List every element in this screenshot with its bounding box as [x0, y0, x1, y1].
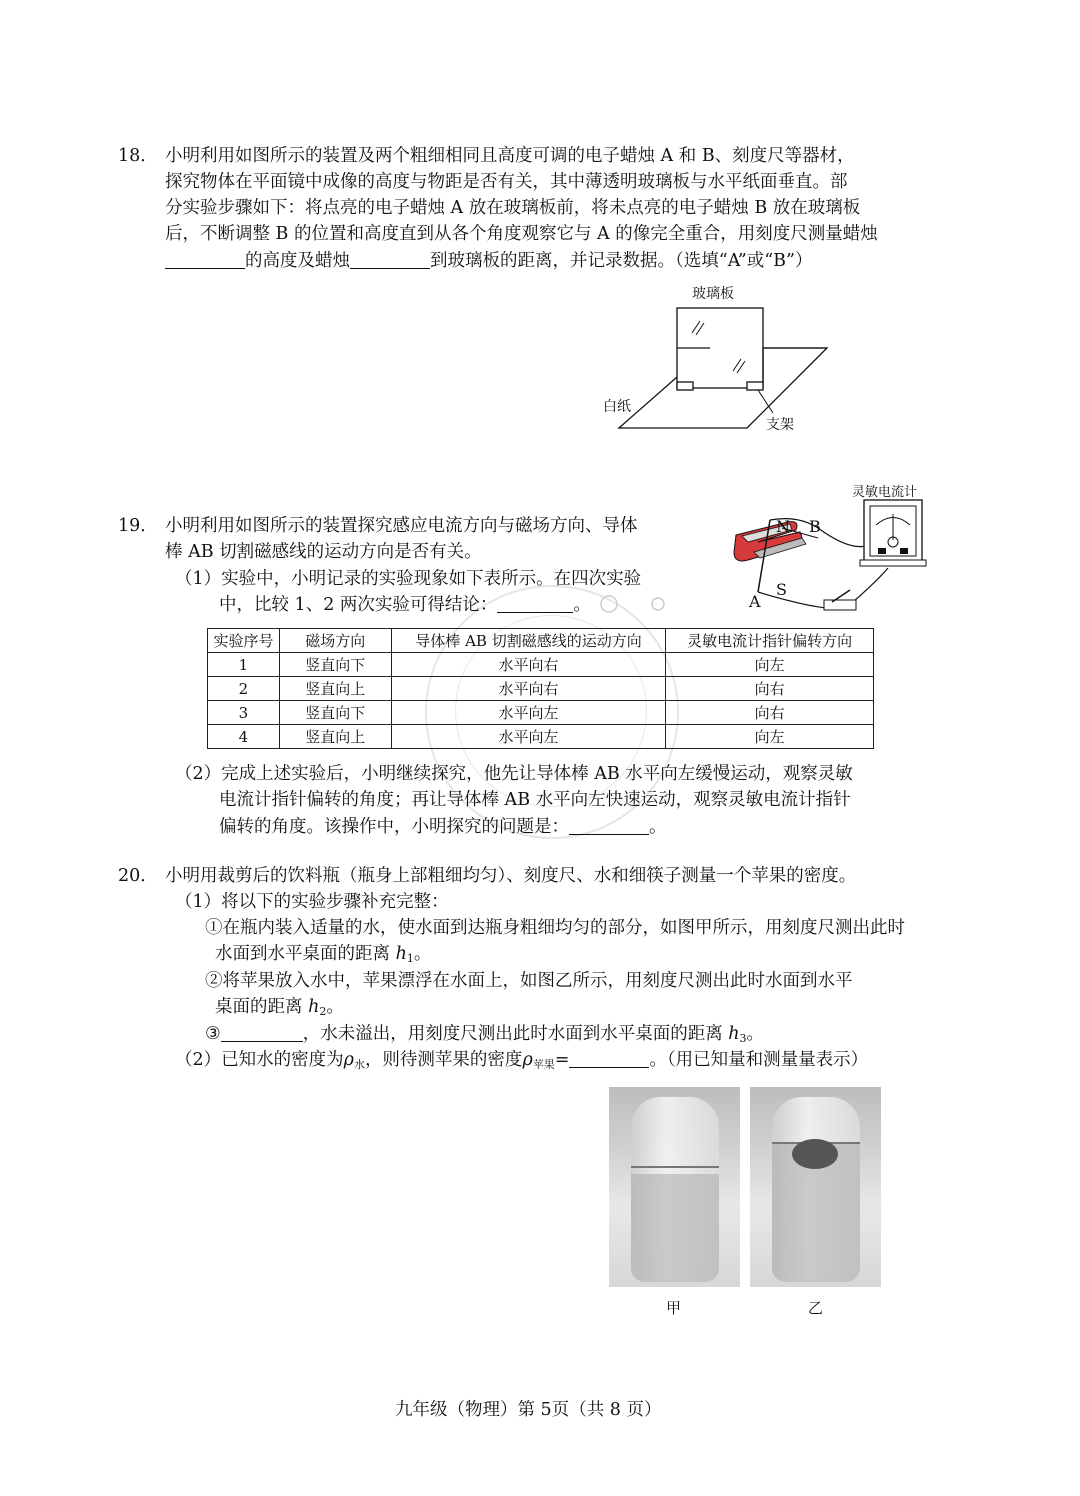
- q19-part2-text: 偏转的角度。该操作中，小明探究的问题是：: [219, 817, 569, 837]
- table-header: 磁场方向: [279, 629, 391, 653]
- h1-symbol: h: [395, 944, 407, 964]
- table-header: 导体棒 AB 切割磁感线的运动方向: [391, 629, 666, 653]
- table-cell: 竖直向下: [279, 653, 391, 677]
- table-row: [208, 701, 874, 725]
- q19-part2-line-1: （2）完成上述实验后，小明继续探究，他先让导体棒 AB 水平向左缓慢运动，观察灵敏: [175, 764, 853, 784]
- rod-a-label: A: [749, 592, 761, 611]
- q19-part2-end: 。: [649, 817, 667, 837]
- answer-blank-6[interactable]: [569, 1049, 649, 1068]
- q20-step1-text: 水面到水平桌面的距离: [215, 944, 396, 964]
- table-cell: 2: [208, 677, 280, 701]
- answer-blank-4[interactable]: [569, 816, 649, 835]
- q20-part2-text-a: （2）已知水的密度为: [175, 1050, 344, 1070]
- q20-part2-text-d: 。（用已知量和测量量表示）: [649, 1050, 869, 1070]
- q18-line-4: 后，不断调整 B 的位置和高度直到从各个角度观察它与 A 的像完全重合，用刻度尺测量蜡烛: [165, 224, 878, 244]
- q20-part2-text-b: ，则待测苹果的密度: [364, 1050, 523, 1070]
- bottle-photo-right: [750, 1087, 881, 1287]
- q20-step3-marker: ③: [205, 1024, 221, 1044]
- q18-line5-a: 的高度及蜡烛: [245, 251, 350, 271]
- q18-line-5: [165, 248, 812, 274]
- galvanometer-label: 灵敏电流计: [852, 485, 918, 500]
- bottle-photo-left: [609, 1087, 740, 1287]
- table-header: 灵敏电流计指针偏转方向: [666, 629, 874, 653]
- q20-part1: （1）将以下的实验步骤补充完整：: [175, 892, 449, 912]
- q20-part2: [175, 1047, 868, 1078]
- table-cell: 4: [208, 725, 280, 749]
- q20-step2-line-1: ②将苹果放入水中，苹果漂浮在水面上，如图乙所示，用刻度尺测出此时水面到水平: [205, 971, 853, 991]
- answer-blank-2[interactable]: [350, 250, 430, 269]
- rho-apple-subscript: 苹果: [532, 1058, 555, 1071]
- table-header-row: [208, 629, 874, 653]
- glass-plate-label: 玻璃板: [692, 286, 734, 302]
- table-row: [208, 653, 874, 677]
- table-cell: 竖直向上: [279, 677, 391, 701]
- h3-subscript: 3: [739, 1032, 747, 1045]
- q18-number: 18．: [118, 146, 158, 166]
- q18-line5-b: 到玻璃板的距离，并记录数据。（选填“A”或“B”）: [430, 251, 813, 271]
- answer-blank-1[interactable]: [165, 250, 245, 269]
- magnet-n-label: N: [776, 517, 790, 536]
- h2-symbol: h: [308, 997, 320, 1017]
- table-cell: 3: [208, 701, 280, 725]
- stand-left-shape: [677, 382, 693, 390]
- q20-number: 20．: [118, 866, 158, 886]
- rho-water-symbol: ρ: [343, 1050, 354, 1070]
- h3-symbol: h: [728, 1024, 740, 1044]
- q19-part1-text: 中，比较 1、2 两次实验可得结论：: [219, 595, 498, 615]
- table-cell: 向左: [666, 653, 874, 677]
- table-row: [208, 725, 874, 749]
- answer-blank-5[interactable]: [221, 1023, 303, 1042]
- rod-b-label: B: [809, 517, 821, 536]
- photo-right-label: 乙: [808, 1299, 824, 1317]
- stand-label: 支架: [766, 417, 794, 433]
- stand-right-shape: [747, 382, 763, 390]
- table-cell: 竖直向上: [279, 725, 391, 749]
- white-paper-label: 白纸: [603, 399, 631, 415]
- q19-part1-line-2: [219, 592, 591, 618]
- q20-line-1: 小明用裁剪后的饮料瓶（瓶身上部粗细均匀）、刻度尺、水和细筷子测量一个苹果的密度。: [165, 866, 857, 886]
- q19-part2-line-3: [219, 814, 667, 840]
- galvanometer-figure: [728, 480, 948, 620]
- q19-line-2: 棒 AB 切割磁感线的运动方向是否有关。: [165, 542, 482, 562]
- table-cell: 竖直向下: [279, 701, 391, 725]
- photo-left-label: 甲: [666, 1299, 682, 1317]
- q18-line-2: 探究物体在平面镜中成像的高度与物距是否有关，其中薄透明玻璃板与水平纸面垂直。部: [165, 172, 848, 192]
- experiment-table: [207, 628, 874, 749]
- page-footer: 九年级（物理）第 5页（共 8 页）: [395, 1400, 662, 1420]
- q18-line-3: 分实验步骤如下：将点亮的电子蜡烛 A 放在玻璃板前，将未点亮的电子蜡烛 B 放在玻璃板: [165, 198, 861, 218]
- table-cell: 1: [208, 653, 280, 677]
- answer-blank-3[interactable]: [497, 594, 573, 613]
- rho-apple-symbol: ρ: [522, 1050, 533, 1070]
- q19-line-1: 小明利用如图所示的装置探究感应电流方向与磁场方向、导体: [165, 516, 638, 536]
- q20-step3-end: 。: [746, 1024, 765, 1044]
- q19-part1-end: 。: [573, 595, 591, 615]
- switch-shape: [824, 600, 856, 610]
- q20-part2-equals: =: [554, 1050, 570, 1070]
- table-cell: 水平向右: [391, 653, 666, 677]
- q20-step1-line-1: ①在瓶内装入适量的水，使水面到达瓶身粗细均匀的部分，如图甲所示，用刻度尺测出此时: [205, 918, 905, 938]
- h2-subscript: 2: [319, 1005, 327, 1018]
- h1-subscript: 1: [406, 952, 414, 965]
- magnet-s-label: S: [776, 580, 787, 599]
- q20-step2-end: 。: [326, 997, 344, 1017]
- q20-step2-text: 桌面的距离: [215, 997, 309, 1017]
- table-cell: 向右: [666, 677, 874, 701]
- table-row: [208, 677, 874, 701]
- watermark-dots: [600, 592, 670, 622]
- table-cell: 向左: [666, 725, 874, 749]
- apple-shape: [792, 1139, 838, 1169]
- rho-water-subscript: 水: [353, 1058, 365, 1071]
- table-header: 实验序号: [208, 629, 280, 653]
- table-cell: 水平向左: [391, 725, 666, 749]
- q19-part1-line-1: （1）实验中，小明记录的实验现象如下表所示。在四次实验: [175, 569, 642, 589]
- table-cell: 水平向左: [391, 701, 666, 725]
- table-cell: 水平向右: [391, 677, 666, 701]
- q19-number: 19．: [118, 516, 158, 536]
- q20-step1-end: 。: [413, 944, 432, 964]
- table-cell: 向右: [666, 701, 874, 725]
- q20-step3-text: ，水未溢出，用刻度尺测出此时水面到水平桌面的距离: [302, 1024, 729, 1044]
- q18-line-1: 小明利用如图所示的装置及两个粗细相同且高度可调的电子蜡烛 A 和 B、刻度尺等器材，: [165, 146, 855, 166]
- q19-part2-line-2: 电流计指针偏转的角度；再让导体棒 AB 水平向左快速运动，观察灵敏电流计指针: [219, 790, 851, 810]
